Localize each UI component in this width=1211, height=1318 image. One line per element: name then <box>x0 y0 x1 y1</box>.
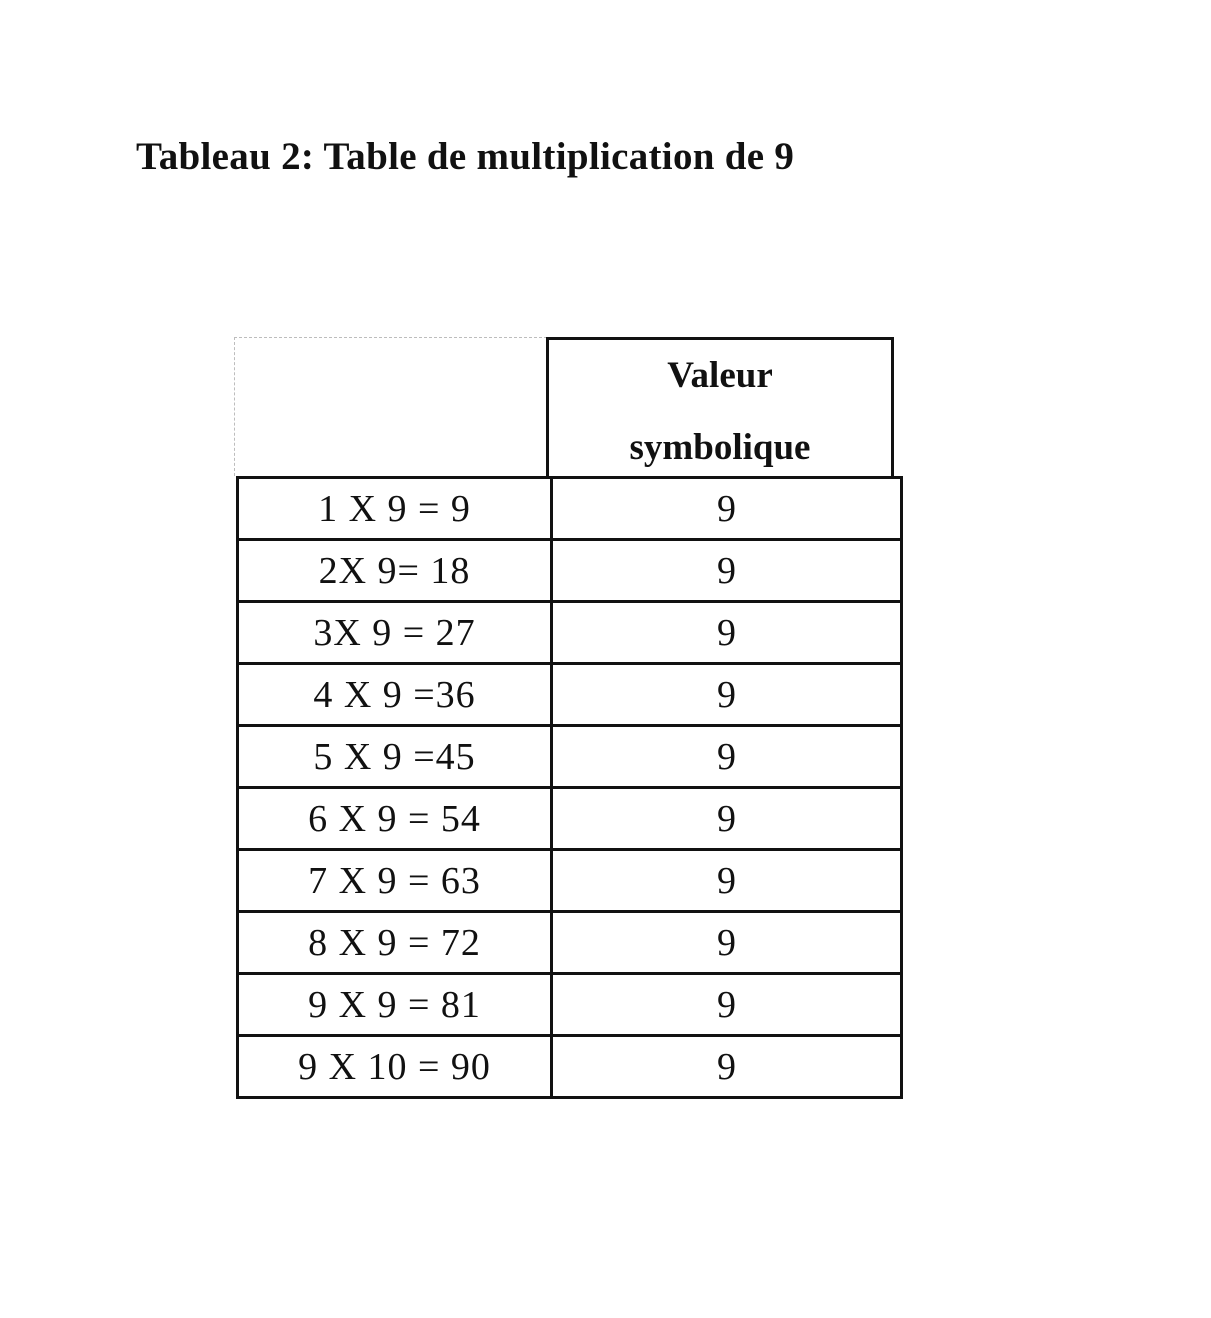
value-cell: 9 <box>552 788 902 850</box>
value-cell: 9 <box>552 1036 902 1098</box>
table-row <box>238 912 902 974</box>
operation-cell: 4 X 9 =36 <box>238 664 552 726</box>
page-title: Tableau 2: Table de multiplication de 9 <box>136 135 795 178</box>
operation-cell: 2X 9= 18 <box>238 540 552 602</box>
multiplication-table <box>236 476 903 1099</box>
value-cell: 9 <box>552 850 902 912</box>
table-row <box>238 726 902 788</box>
operation-cell: 9 X 9 = 81 <box>238 974 552 1036</box>
table-row <box>238 602 902 664</box>
operation-cell: 5 X 9 =45 <box>238 726 552 788</box>
header-cell-valeur-symbolique <box>546 337 894 479</box>
header-line-2: symbolique <box>629 427 811 468</box>
table-row <box>238 850 902 912</box>
value-cell: 9 <box>552 912 902 974</box>
value-cell: 9 <box>552 726 902 788</box>
operation-cell: 8 X 9 = 72 <box>238 912 552 974</box>
value-cell: 9 <box>552 478 902 540</box>
value-cell: 9 <box>552 974 902 1036</box>
operation-cell: 6 X 9 = 54 <box>238 788 552 850</box>
operation-cell: 3X 9 = 27 <box>238 602 552 664</box>
operation-cell: 9 X 10 = 90 <box>238 1036 552 1098</box>
table-row <box>238 540 902 602</box>
operation-cell: 1 X 9 = 9 <box>238 478 552 540</box>
value-cell: 9 <box>552 602 902 664</box>
table-row <box>238 974 902 1036</box>
operation-cell: 7 X 9 = 63 <box>238 850 552 912</box>
table-row <box>238 788 902 850</box>
header-line-1: Valeur <box>667 355 773 396</box>
value-cell: 9 <box>552 540 902 602</box>
table-row <box>238 664 902 726</box>
table-row <box>238 1036 902 1098</box>
empty-corner-cell <box>234 337 547 476</box>
table-row <box>238 478 902 540</box>
value-cell: 9 <box>552 664 902 726</box>
